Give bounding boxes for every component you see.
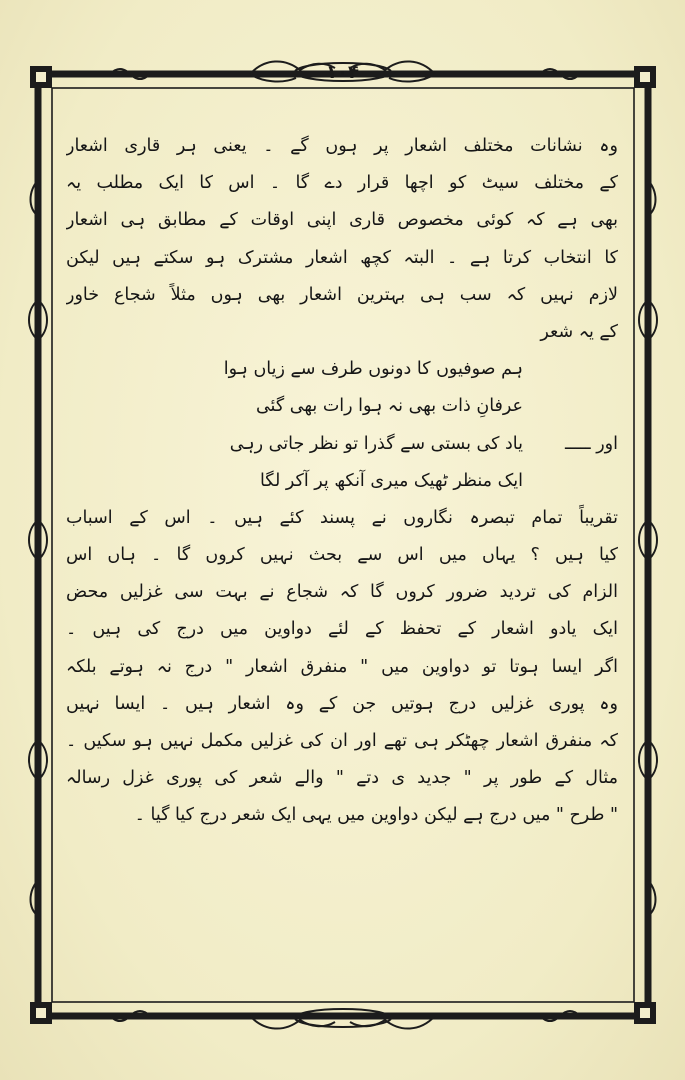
text-line: کے یہ شعر [540, 321, 618, 342]
verse-text: ایک منظر ٹھیک میری آنکھ پر آکر لگا [259, 470, 523, 491]
text-line: تقریباً تمام تبصرہ نگاروں نے پسند کئے ہیں ۔ اس کے اسباب [66, 507, 618, 528]
verse-text: عرفانِ ذات بھی نہ ہوا رات بھی گئی [255, 396, 523, 417]
text-line: وہ پوری غزلیں درج ہوتیں جن کے وہ اشعار ہیں ۔ ایسا نہیں [66, 693, 618, 714]
verse-line [66, 388, 618, 425]
verse-line [66, 351, 618, 388]
text-line: کیا ہیں ؟ یہاں میں اس سے بحث نہیں کروں گا ۔ ہاں اس [66, 545, 618, 566]
text-line: " طرح " میں درج ہے لیکن دواوین میں یہی ایک شعر درج کیا گیا ۔ [134, 805, 618, 826]
page-number: ۱۰۴ [326, 62, 359, 83]
text-line: مثال کے طور پر " جدید ی دتے " والے شعر کی پوری غزل رسالہ [66, 768, 618, 789]
text-line: اگر ایسا ہوتا تو دواوین میں " منفرق اشعار " درج نہ ہوتے بلکہ [66, 656, 618, 677]
text-line: کہ منفرق اشعار چھٹکر ہی تھے اور ان کی غزلیں مکمل نہیں ہو سکیں ۔ [66, 731, 618, 751]
page-text [66, 128, 618, 835]
text-line: ایک یادو اشعار کے تحفظ کے لئے دواوین میں درج کی ہیں ۔ [66, 619, 618, 640]
text-line: بھی ہے کہ کوئی مخصوص قاری اپنی اوقات کے مطابق ہی اشعار [66, 210, 618, 231]
verse-lead: اور ـــــ [565, 433, 618, 454]
text-line: کا انتخاب کرتا ہے ۔ البتہ کچھ اشعار مشترک ہو سکتے ہیں لیکن [66, 247, 618, 268]
text-line: وہ نشانات مختلف اشعار پر ہوں گے ۔ یعنی ہر قاری اشعار [66, 136, 618, 156]
text-line: الزام کی تردید ضرور کروں گا کہ شجاع نے بہت سی غزلیں محض [66, 582, 618, 603]
text-line: کے مختلف سیٹ کو اچھا قرار دے گا ۔ اس کا ایک مطلب یہ [66, 173, 618, 194]
verse-text: یاد کی بستی سے گذرا تو نظر جاتی رہی [229, 433, 523, 454]
verse-line [66, 463, 618, 500]
text-line: لازم نہیں کہ سب ہی بہترین اشعار بھی ہوں مثلاً شجاع خاور [66, 284, 618, 305]
verse-text: ہم صوفیوں کا دونوں طرف سے زیاں ہوا [223, 359, 523, 380]
verse-line [66, 426, 618, 463]
